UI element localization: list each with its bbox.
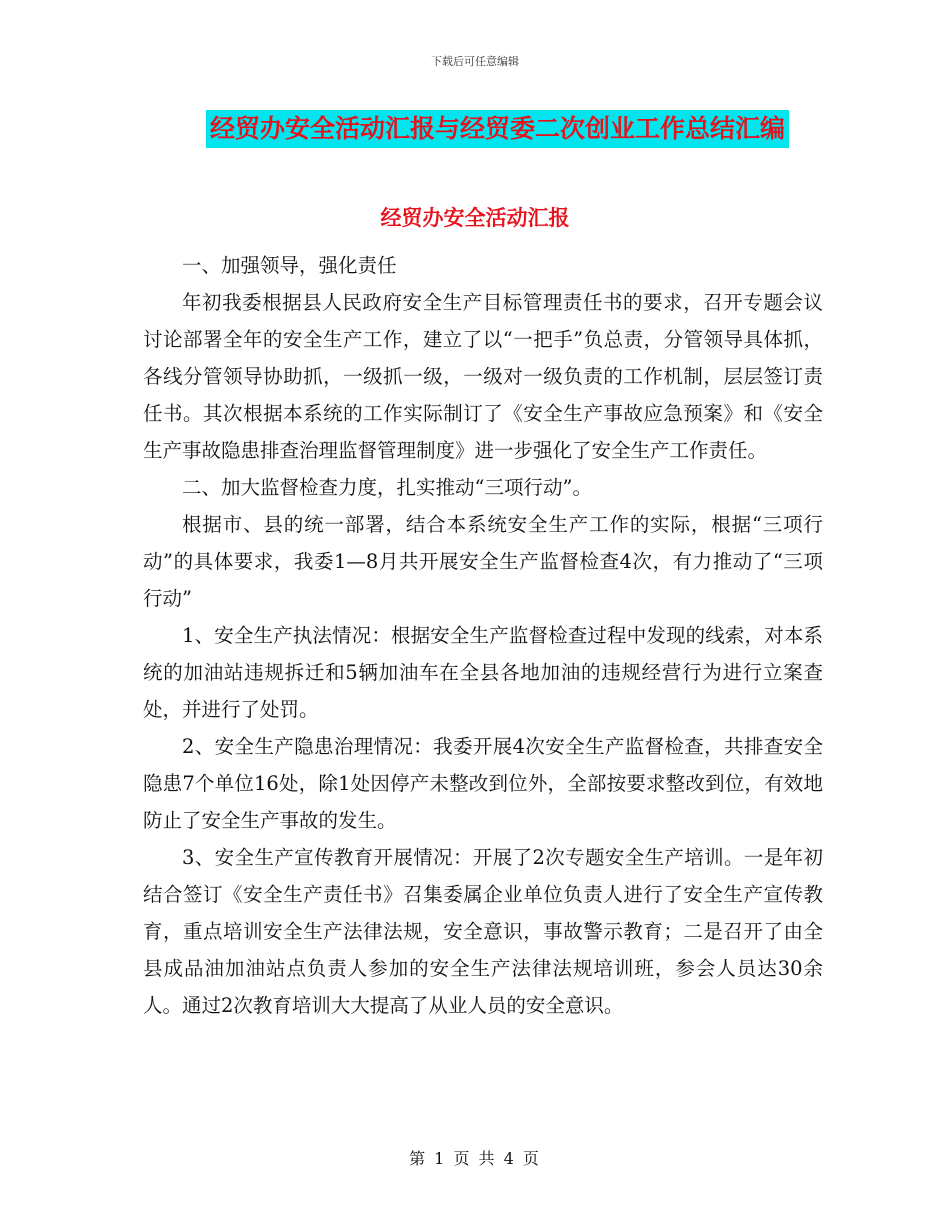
paragraph-heading-1: 一、加强领导，强化责任: [182, 254, 397, 277]
paragraph: 3、安全生产宣传教育开展情况：开展了2次专题安全生产培训。一是年初结合签订《安全生产责任书》召集委属企业单位负责人进行了安全生产宣传教育，重点培训安全生产法律法规，安全意识，事故警示教育；二是召开了由全县成品油加油站点负责人参加的安全生产法律法规培训班，参会人员达30余人。通过2次教育培训大大提高了从业人员的安全意识。: [143, 846, 823, 1017]
document-title: 经贸办安全活动汇报与经贸委二次创业工作总结汇编: [206, 110, 789, 148]
paragraph: 年初我委根据县人民政府安全生产目标管理责任书的要求，召开专题会议讨论部署全年的安全生产工作，建立了以“一把手”负总责，分管领导具体抓，各线分管领导协助抓，一级抓一级，一级对一级负责的工作机制，层层签订责任书。其次根据本系统的工作实际制订了《安全生产事故应急预案》和《安全生产事故隐患排查治理监督管理制度》进一步强化了安全生产工作责任。: [143, 291, 823, 462]
document-body: [143, 247, 823, 1024]
paragraph: 2、安全生产隐患治理情况：我委开展4次安全生产监督检查，共排查安全隐患7个单位16处，除1处因停产未整改到位外，全部按要求整改到位，有效地防止了安全生产事故的发生。: [143, 735, 823, 832]
paragraph: 1、安全生产执法情况：根据安全生产监督检查过程中发现的线索，对本系统的加油站违规拆迁和5辆加油车在全县各地加油的违规经营行为进行立案查处，并进行了处罚。: [143, 624, 823, 721]
main-title-container: [0, 110, 950, 148]
paragraph-heading-2: 二、加大监督检查力度，扎实推动“三项行动”。: [182, 476, 592, 499]
section-title: 经贸办安全活动汇报: [380, 205, 570, 230]
paragraph: 根据市、县的统一部署，结合本系统安全生产工作的实际，根据“三项行动”的具体要求，我委1—8月共开展安全生产监督检查4次，有力推动了“三项行动”: [143, 513, 823, 610]
page-footer: 第 1 页 共 4 页: [409, 1149, 541, 1168]
header-note: 下载后可任意编辑: [431, 55, 519, 68]
